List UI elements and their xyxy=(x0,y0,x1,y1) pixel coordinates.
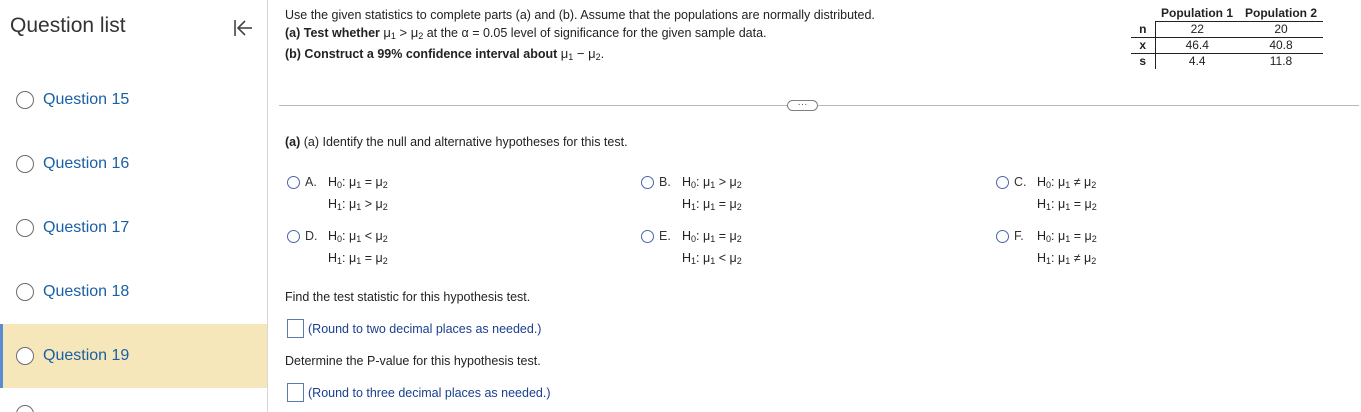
radio-icon xyxy=(16,283,34,301)
sidebar-item-label: Question 18 xyxy=(43,283,130,300)
test-statistic-input[interactable] xyxy=(287,319,304,338)
sidebar-item-question-19[interactable] xyxy=(0,324,267,388)
radio-icon[interactable] xyxy=(287,176,300,189)
table-row: s 4.4 11.8 xyxy=(1131,53,1323,69)
sidebar-item-label: Question 15 xyxy=(43,91,130,108)
column-header: Population 2 xyxy=(1239,5,1323,21)
radio-icon[interactable] xyxy=(996,230,1009,243)
radio-icon xyxy=(16,91,34,109)
radio-icon[interactable] xyxy=(996,176,1009,189)
sidebar-item-question-15[interactable] xyxy=(0,68,267,132)
rounding-hint: (Round to two decimal places as needed.) xyxy=(308,321,542,336)
sidebar-item-question-18[interactable] xyxy=(0,260,267,324)
expand-more-button[interactable]: ··· xyxy=(787,100,818,111)
problem-part-a: (a) Test whether $\mu_1 > \mu_2$ at the α = 0.05 level of significance for the given sample data. xyxy=(285,25,767,41)
rounding-hint: (Round to three decimal places as needed.) xyxy=(308,385,551,400)
statistics-table xyxy=(1131,5,1323,69)
radio-icon xyxy=(16,219,34,237)
sidebar-title: Question list xyxy=(10,14,126,37)
p-value-answer xyxy=(287,383,551,402)
radio-icon xyxy=(16,347,34,365)
sidebar-item-label: Question 17 xyxy=(43,219,130,236)
question-list-sidebar xyxy=(0,0,268,412)
p-value-input[interactable] xyxy=(287,383,304,402)
radio-icon[interactable] xyxy=(287,230,300,243)
test-statistic-prompt: Find the test statistic for this hypothesis test. xyxy=(285,290,531,304)
radio-icon xyxy=(16,405,34,412)
table-row: $\overline{x}$ 46.4 40.8 xyxy=(1131,37,1323,53)
sidebar-item-label: Question 16 xyxy=(43,155,130,172)
table-row: n 22 20 xyxy=(1131,21,1323,37)
collapse-sidebar-icon[interactable] xyxy=(232,17,256,39)
p-value-prompt: Determine the P-value for this hypothesis test. xyxy=(285,354,541,368)
question-content: Use the given statistics to complete parts (a) and (b). Assume that the populations are normally distributed. (a) Test whether $\mu_1 > \mu_2$ at the α = 0.05 level of significance for the given sample data. (b) Construct a 99% confidence interval about $\mu_1 - \mu_2$. Population 1 Population 2 n 22 20 $\overline{x}$ 46.4 40.8 s 4.4 11.8 ··· (a) (a) Identify the null and alternative hypotheses for this test. A. $H_0$: $\mu_1 = \mu_2$ $H_1$: $\mu_1 > \mu_2$ B. $H_0$: $\mu_1 > \mu_2$ $H_1$: $\mu_1 = \mu_2$ C. $H_0$: $\mu_1 \ne \mu_2$ $H_1$: $\mu_1 = \mu_2$ D. $H_0$: $\mu_1 < \mu_2$ $H_1$: $\mu_1 = \mu_2$ E. $H_0$: $\mu_1 = \mu_2$ $H_1$: $\mu_1 < \mu_2$ F. $H_0$: $\mu_1 = \mu_2$ $H_1$: $\mu_1 \ne \mu_2$ Find the test statistic for this hypothesis test. (Round to two decimal places as needed.) Determine the P-value for this hypothesis test. (Round to three decimal places as needed.) xyxy=(268,0,1361,412)
problem-part-b: (b) Construct a 99% confidence interval about $\mu_1 - \mu_2$. xyxy=(285,46,605,62)
sidebar-item-question-16[interactable] xyxy=(0,132,267,196)
section-divider xyxy=(279,105,1359,106)
radio-icon[interactable] xyxy=(641,176,654,189)
column-header: Population 1 xyxy=(1155,5,1239,21)
radio-icon xyxy=(16,155,34,173)
radio-icon[interactable] xyxy=(641,230,654,243)
problem-statement xyxy=(285,7,875,66)
test-statistic-answer xyxy=(287,319,541,338)
problem-intro: Use the given statistics to complete parts (a) and (b). Assume that the populations are normally distributed. xyxy=(285,8,875,22)
part-a-prompt: (a) (a) Identify the null and alternative hypotheses for this test. xyxy=(285,135,628,149)
sidebar-item-question-17[interactable] xyxy=(0,196,267,260)
sidebar-item-label: Question 19 xyxy=(43,347,130,364)
